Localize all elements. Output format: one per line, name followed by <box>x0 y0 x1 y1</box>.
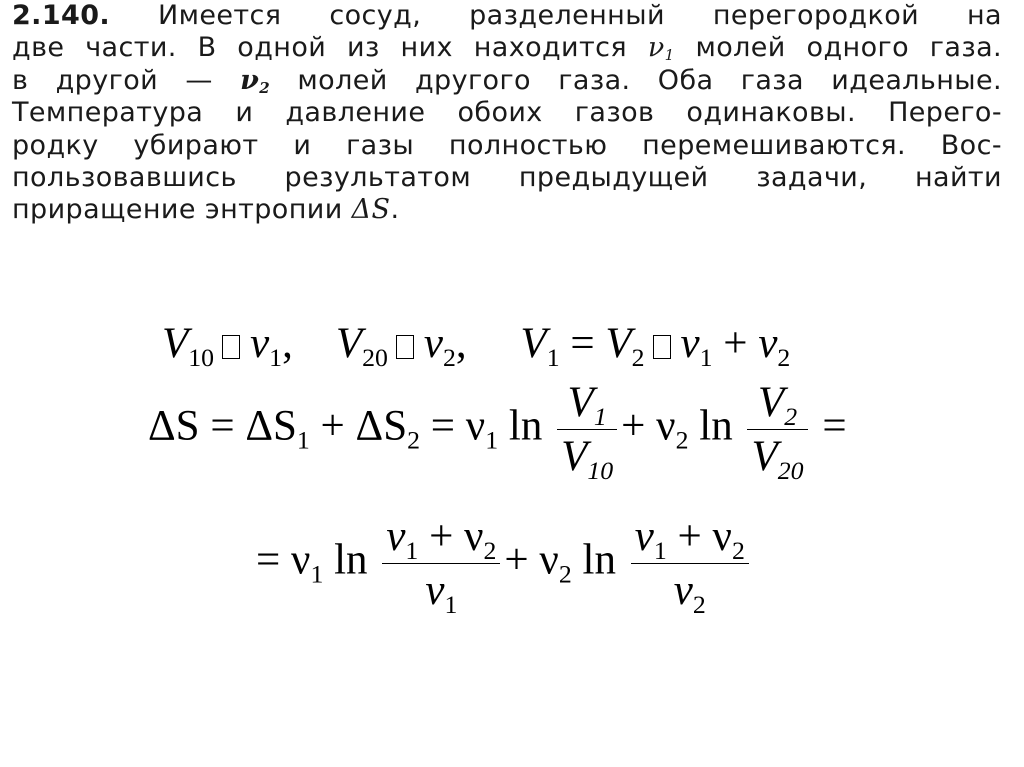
problem-line-3: в другой — $\nu_2$ молей другого газа. Оба газа идеальные. <box>12 64 1003 97</box>
problem-line-5: родку убирают и газы полностью перемешиваются. Вос- <box>12 129 1002 161</box>
missing-symbol-box <box>396 335 414 359</box>
equation-entropy-change: $\Delta S = \Delta S_1 + \Delta S_2 = \nu_1$ ln $\frac{V_1}{V_{10}}$ + $\nu_2$ ln $\frac{V_2}{V_{20}}$ = <box>148 379 847 486</box>
fraction-sum-over-nu1: $\frac{\nu_1 + \nu_2}{\nu_1}$ <box>382 512 500 615</box>
problem-line-6: пользовавшись результатом предыдущей задачи, найти <box>12 161 1002 193</box>
problem-number: 2.140. <box>12 0 111 31</box>
problem-line-2: две части. В одной из них находится $\nu_1$ молей одного газа. <box>12 32 1003 65</box>
fraction-sum-over-nu2: $\frac{\nu_1 + \nu_2}{\nu_2}$ <box>631 512 749 615</box>
problem-statement <box>12 0 1002 227</box>
fraction-v1-over-v10: $\frac{V_1}{V_{10}}$ <box>557 378 617 481</box>
equation-entropy-result: = $\nu_1$ ln $\frac{\nu_1 + \nu_2}{\nu_1}$ + $\nu_2$ ln $\frac{\nu_1 + \nu_2}{\nu_2}$ <box>256 512 753 615</box>
missing-symbol-box <box>222 335 240 359</box>
problem-line-1: 2.140. Имеется сосуд, разделенный перегородкой на <box>12 0 1003 31</box>
delta-s-symbol: ΔS <box>351 194 391 226</box>
problem-line-7: приращение энтропии ΔS. <box>12 194 400 226</box>
missing-symbol-box <box>653 335 671 359</box>
equation-proportionality: $V_{10}$ $\nu_1$, $V_{20}$ $\nu_2$, $V_1 = V_2$ $\nu_1 + \nu_2$ <box>162 320 791 373</box>
problem-line-4: Температура и давление обоих газов одинаковы. Перего- <box>12 97 1002 129</box>
fraction-v2-over-v20: $\frac{V_2}{V_{20}}$ <box>747 378 807 481</box>
